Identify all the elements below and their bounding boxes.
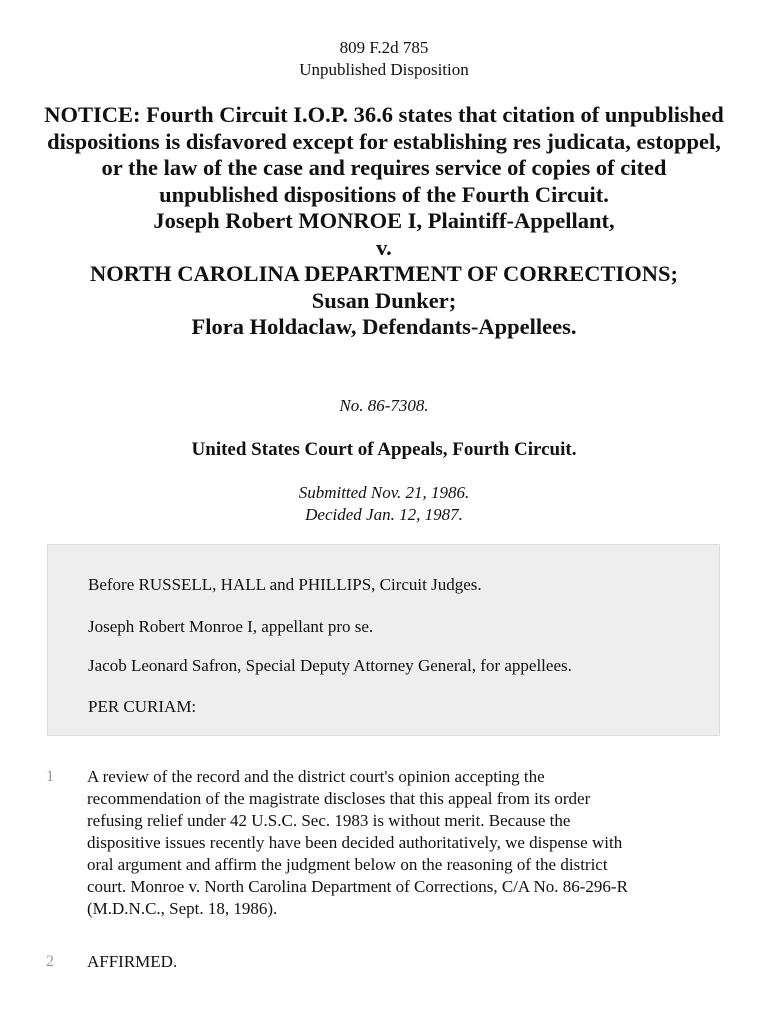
paragraph-line: recommendation of the magistrate discloses that this appeal from its order <box>87 789 591 808</box>
defendant-department: NORTH CAROLINA DEPARTMENT OF CORRECTIONS; <box>89 261 679 286</box>
case-dates <box>0 482 768 526</box>
disposition-label: Unpublished Disposition <box>299 60 469 79</box>
plaintiff: Joseph Robert MONROE I, Plaintiff-Appellant, <box>153 208 615 233</box>
defendant-dunker: Susan Dunker; <box>311 287 457 313</box>
panel-box <box>47 544 720 736</box>
defendant-holdaclaw: Flora Holdaclaw, Defendants-Appellees. <box>191 314 577 339</box>
paragraph-number: 2 <box>46 953 54 970</box>
paragraph-line: A review of the record and the district court's opinion accepting the <box>87 767 545 786</box>
submitted-date: Submitted Nov. 21, 1986. <box>298 483 470 502</box>
paragraph-text <box>87 766 727 920</box>
paragraph-text <box>87 951 727 973</box>
paragraph-number: 1 <box>46 768 54 785</box>
paragraph-line: (M.D.N.C., Sept. 18, 1986). <box>87 899 278 918</box>
paragraph-line: oral argument and affirm the judgment below on the reasoning of the district <box>87 855 608 874</box>
appellant-counsel: Joseph Robert Monroe I, appellant pro se. <box>88 617 374 636</box>
citation: 809 F.2d 785 <box>339 38 429 57</box>
paragraph-line: AFFIRMED. <box>87 952 178 971</box>
paragraph-line: refusing relief under 42 U.S.C. Sec. 1983 is without merit. Because the <box>87 811 571 830</box>
versus: v. <box>376 234 392 260</box>
judges-line: Before RUSSELL, HALL and PHILLIPS, Circuit Judges. <box>88 575 482 594</box>
paragraph-line: dispositive issues recently have been decided authoritatively, we dispense with <box>87 833 623 852</box>
notice-text: NOTICE: Fourth Circuit I.O.P. 36.6 states that citation of unpublished dispositions is disfavored except for establishing res judicata, estoppel, or the law of the case and requires service of copies of cited unpublished dispositions of the Fourth Circuit. <box>44 102 724 207</box>
decided-date: Decided Jan. 12, 1987. <box>305 505 463 524</box>
docket-number: No. 86-7308. <box>339 396 429 415</box>
paragraph-line: court. Monroe v. North Carolina Department of Corrections, C/A No. 86-296-R <box>87 877 628 896</box>
case-caption <box>40 102 728 341</box>
per-curiam: PER CURIAM: <box>88 697 197 716</box>
appellee-counsel: Jacob Leonard Safron, Special Deputy Attorney General, for appellees. <box>88 656 572 675</box>
court-name: United States Court of Appeals, Fourth Circuit. <box>191 439 577 460</box>
